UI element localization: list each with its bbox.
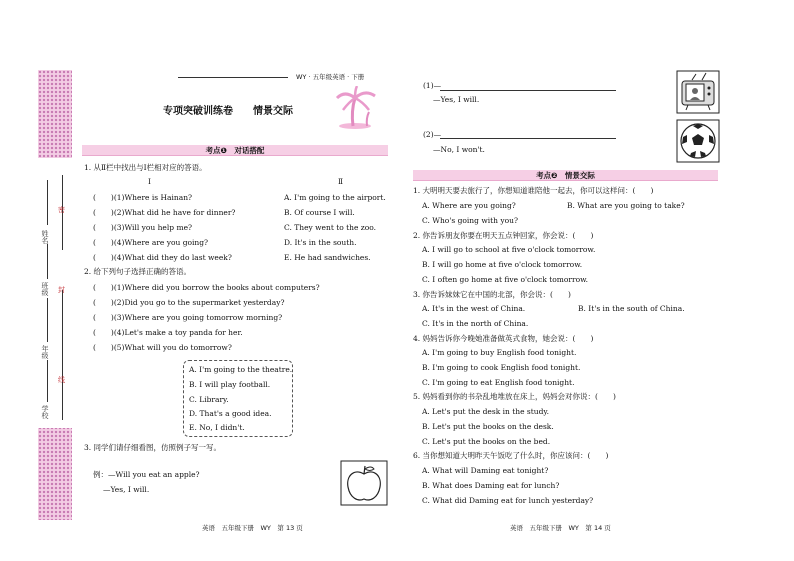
option: C. What did Daming eat for lunch yesterday? xyxy=(422,496,594,505)
example-answer: —Yes, I will. xyxy=(103,485,150,494)
option: C. Who's going with you? xyxy=(422,216,518,225)
page-footer: 英语 五年级下册 WY 第 13 页 xyxy=(202,524,303,532)
page-title: 专项突破训练卷 情景交际 xyxy=(163,106,293,117)
choice-item: ( )(1)Where did you borrow the books about computers? xyxy=(93,283,320,292)
option: B. I will go home at five o'clock tomorrow. xyxy=(422,260,583,269)
seal-mark: 密 xyxy=(58,206,65,214)
answer-line[interactable] xyxy=(440,90,616,91)
television-picture xyxy=(676,70,720,114)
question-prompt: 2. 给下列句子选择正确的答语。 xyxy=(84,267,192,276)
option: A. I'm going to buy English food tonight. xyxy=(422,348,577,357)
choice-item: ( )(3)Where are you going tomorrow morning? xyxy=(93,313,283,322)
match-answer: A. I'm going to the airport. xyxy=(284,193,386,202)
option: A. Let's put the desk in the study. xyxy=(422,407,550,416)
question-prompt: 3. 你告诉妹妹它在中国的北部，你会说：( ) xyxy=(413,290,571,299)
match-item: ( )(4)What did they do last week? xyxy=(93,253,232,262)
option: C. Let's put the books on the bed. xyxy=(422,437,551,446)
option: A. It's in the west of China. xyxy=(422,304,526,313)
page-footer: 英语 五年级下册 WY 第 14 页 xyxy=(510,524,611,532)
write-prompt-2: (2)— xyxy=(423,130,442,139)
option: B. I will play football. xyxy=(189,380,271,389)
question-prompt: 2. 你告诉朋友你要在明天五点钟回家，你会说：( ) xyxy=(413,231,594,240)
option: A. Where are you going? xyxy=(422,201,516,210)
class-field-label: 班级 xyxy=(41,282,49,296)
match-item: ( )(2)What did he have for dinner? xyxy=(93,208,236,217)
seal-mark: 封 xyxy=(58,286,65,294)
option: B. I'm going to cook English food tonight. xyxy=(422,363,581,372)
question-prompt: 1. 从Ⅱ栏中找出与Ⅰ栏相对应的答语。 xyxy=(84,163,207,172)
choice-item: ( )(5)What will you do tomorrow? xyxy=(93,343,232,352)
choice-item: ( )(4)Let's make a toy panda for her. xyxy=(93,328,243,337)
option: B. It's in the south of China. xyxy=(578,304,685,313)
option: C. It's in the north of China. xyxy=(422,319,529,328)
section-label: 考点❶ 对话搭配 xyxy=(205,146,265,155)
option: C. I'm going to eat English food tonight. xyxy=(422,378,575,387)
option: A. I'm going to the theatre. xyxy=(189,365,293,374)
option: A. What will Daming eat tonight? xyxy=(422,466,549,475)
match-item: ( )(3)Will you help me? xyxy=(93,223,193,232)
question-prompt: 1. 大明明天要去旅行了，你想知道谁陪他一起去，你可以这样问：( ) xyxy=(413,186,654,195)
school-field-label: 学校 xyxy=(41,405,49,419)
section-label: 考点❷ 情景交际 xyxy=(536,171,595,180)
question-prompt: 4. 妈妈告诉你今晚她准备做英式食物，她会说：( ) xyxy=(413,334,594,343)
choice-item: ( )(2)Did you go to the supermarket yesterday? xyxy=(93,298,285,307)
option: B. What does Daming eat for lunch? xyxy=(422,481,560,490)
question-prompt: 6. 当你想知道大明昨天午饭吃了什么时，你应该问：( ) xyxy=(413,451,609,460)
series-header: WY · 五年级英语 · 下册 xyxy=(296,73,365,81)
write-prompt-1: (1)— xyxy=(423,81,442,90)
question-prompt: 3. 同学们请仔细看图，仿照例子写一写。 xyxy=(84,443,222,452)
option: C. I often go home at five o'clock tomorrow. xyxy=(422,275,589,284)
column-heading: Ⅱ xyxy=(338,177,344,186)
grade-field-label: 年级 xyxy=(41,345,49,359)
name-field-label: 姓名 xyxy=(41,230,49,244)
given-answer-1: —Yes, I will. xyxy=(433,95,480,104)
match-item: ( )(4)Where are you going? xyxy=(93,238,209,247)
binding-line xyxy=(62,290,63,420)
section-header-bar xyxy=(82,145,388,156)
section-header-bar xyxy=(413,170,718,181)
option: D. That's a good idea. xyxy=(189,409,272,418)
seal-mark: 线 xyxy=(58,376,65,384)
option: A. I will go to school at five o'clock tomorrow. xyxy=(422,245,596,254)
given-answer-2: —No, I won't. xyxy=(433,145,485,154)
option: E. No, I didn't. xyxy=(189,423,245,432)
match-answer: E. He had sandwiches. xyxy=(284,253,371,262)
apple-picture xyxy=(340,460,388,506)
option: C. Library. xyxy=(189,395,229,404)
match-answer: B. Of course I will. xyxy=(284,208,355,217)
match-item: ( )(1)Where is Hainan? xyxy=(93,193,193,202)
match-answer: D. It's in the south. xyxy=(284,238,357,247)
match-answer: C. They went to the zoo. xyxy=(284,223,377,232)
option: B. What are you going to take? xyxy=(567,201,685,210)
question-prompt: 5. 妈妈看到你的书杂乱地堆放在床上，妈妈会对你说：( ) xyxy=(413,392,616,401)
palm-tree-illustration xyxy=(333,86,381,130)
answer-line[interactable] xyxy=(440,138,616,139)
option: B. Let's put the books on the desk. xyxy=(422,422,554,431)
football-picture xyxy=(676,119,720,163)
column-heading: Ⅰ xyxy=(148,177,151,186)
example-question: 例：—Will you eat an apple? xyxy=(93,470,200,479)
